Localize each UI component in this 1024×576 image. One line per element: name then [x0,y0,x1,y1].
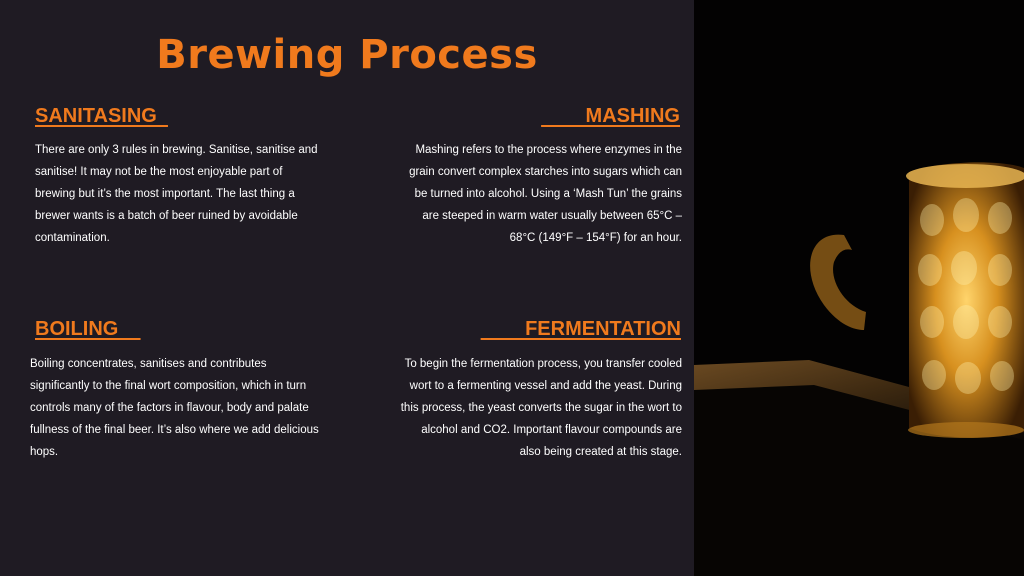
section-heading-sanitasing: SANITASING [35,105,168,127]
section-heading-fermentation: FERMENTATION [480,318,681,340]
section-heading-boiling: BOILING [35,318,141,340]
section-text-mashing: Mashing refers to the process where enzymes in the grain convert complex starches into sugars which can be turned into alcohol. Using a ‘Mash Tun’ the grains are steeped in warm water usually between 65°C – 68°C (149°F – 154°F) for an hour. [409,144,682,244]
beer-mug-icon [694,0,1024,576]
section-text-boiling: Boiling concentrates, sanitises and contributes significantly to the final wort composition, which in turn controls many of the factors in flavour, body and palate fullness of the final beer. It’s also where we add delicious hops. [30,358,319,458]
beer-mug-photo [694,0,1024,576]
section-text-fermentation: To begin the fermentation process, you transfer cooled wort to a fermenting vessel and add the yeast. During this process, the yeast converts the sugar in the wort to alcohol and CO2. Important flavour compounds are also being created at this stage. [400,358,682,458]
section-text-sanitasing: There are only 3 rules in brewing. Sanitise, sanitise and sanitise! It may not be the most enjoyable part of brewing but it’s the most important. The last thing a brewer wants is a batch of beer ruined by avoidable contamination. [35,144,318,244]
section-heading-mashing: MASHING [541,105,680,127]
page-title: Brewing Process [156,32,538,78]
